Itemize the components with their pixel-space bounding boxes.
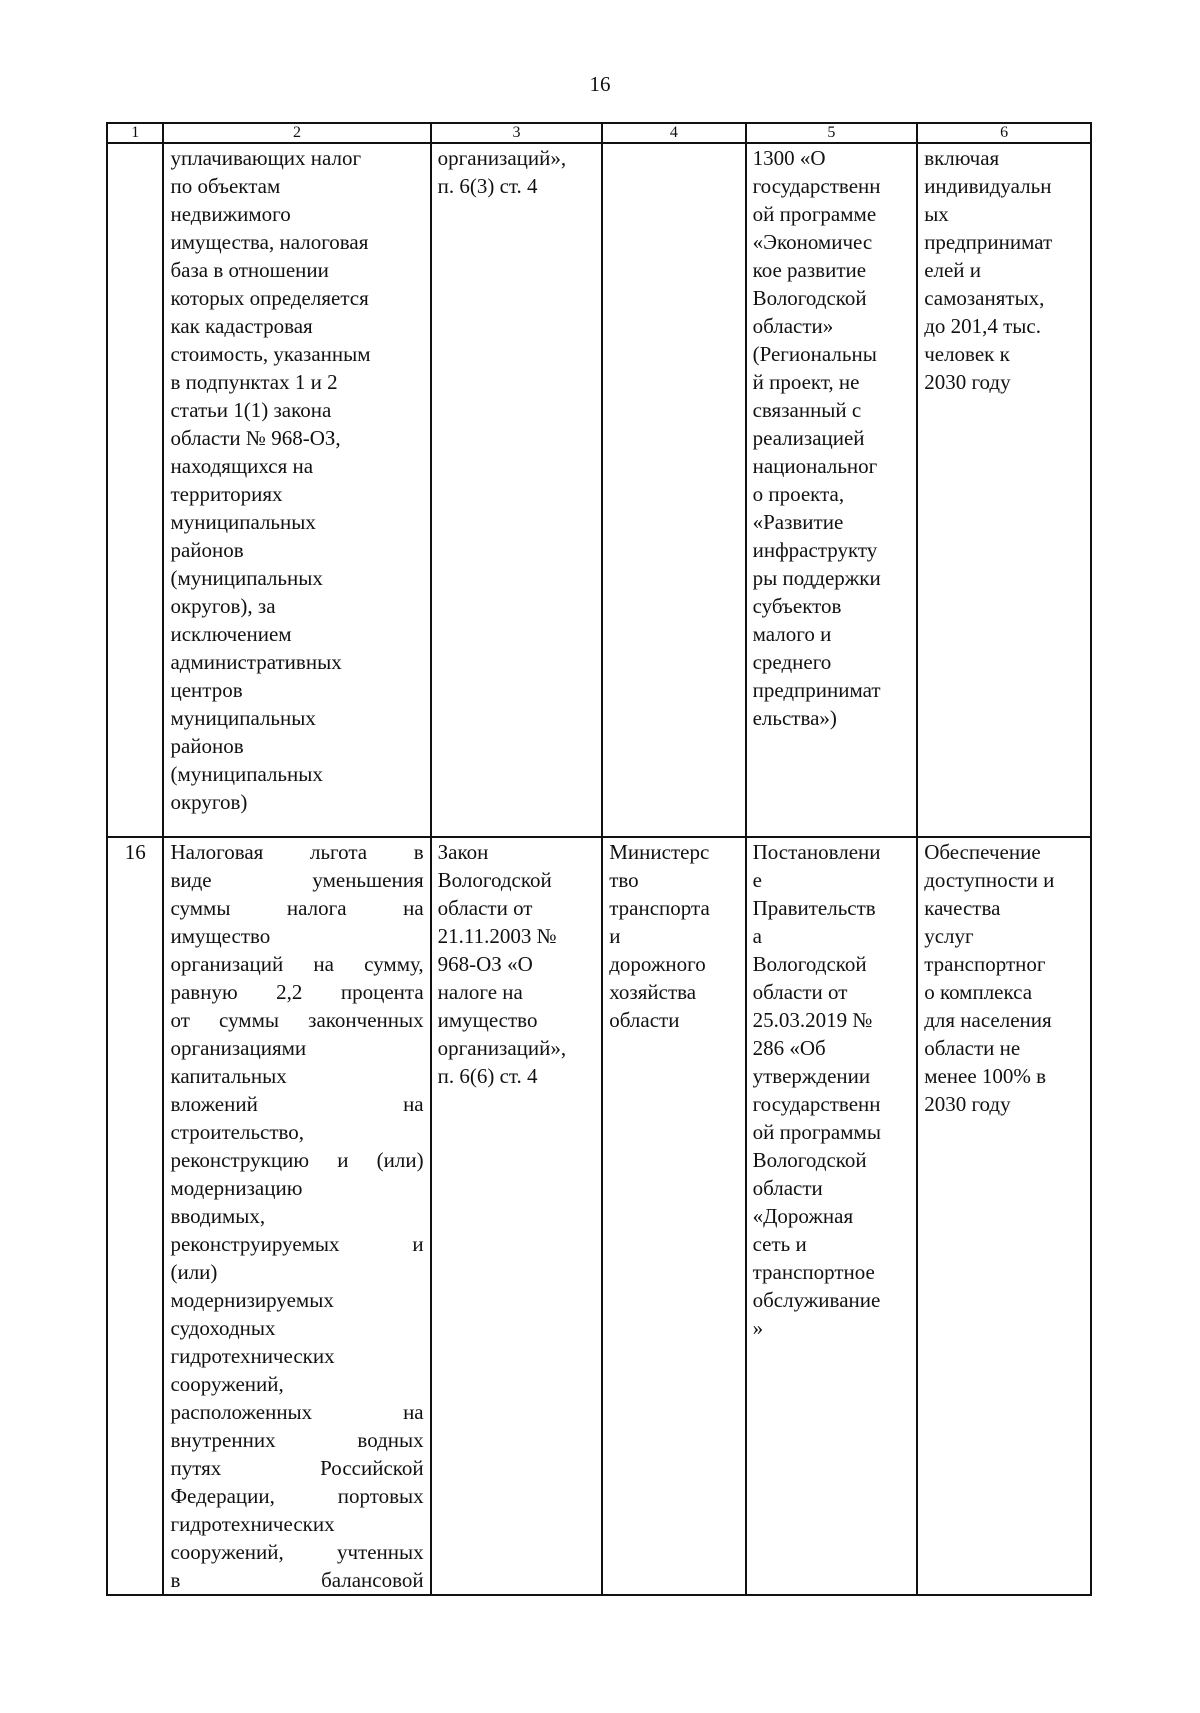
description-line: организаций на сумму, [170,952,424,976]
description-line: в балансовой [170,1568,424,1592]
benefit-description-cell [163,837,430,1595]
table-row [107,143,1091,837]
description-line: виде уменьшения [170,868,424,892]
description-line: модернизируемых [170,1288,334,1312]
responsible-authority-cell: Министерс тво транспорта и дорожного хозяйства области [602,837,745,1595]
description-line: гидротехнических [170,1344,335,1368]
table-row [107,837,1091,1595]
goal-cell: включая индивидуальн ых предпринимат елей и самозанятых, до 201,4 тыс. человек к 2030 году [917,143,1091,837]
description-line: сооружений, учтенных [170,1540,424,1564]
row-number-cell [107,143,163,837]
description-line: модернизацию [170,1176,303,1200]
description-line: реконструируемых и [170,1232,424,1256]
benefits-table [106,122,1092,1596]
description-line: от суммы законченных [170,1008,424,1032]
description-line: внутренних водных [170,1428,424,1452]
responsible-authority-cell [602,143,745,837]
description-line: Налоговая льгота в [170,840,424,864]
column-header-6: 6 [917,123,1091,143]
legal-basis-cell: организаций», п. 6(3) ст. 4 [431,143,603,837]
page-number: 16 [589,72,611,96]
description-line: строительство, [170,1120,305,1144]
column-header-4: 4 [602,123,745,143]
description-line: организациями [170,1036,307,1060]
column-number-header-row [107,123,1091,143]
description-line: (или) [170,1260,218,1284]
description-line: равную 2,2 процента [170,980,424,1004]
column-header-3: 3 [431,123,603,143]
legal-basis-cell: Закон Вологодской области от 21.11.2003 № 968-ОЗ «О налоге на имущество организаций», п. 6(6) ст. 4 [431,837,603,1595]
state-program-cell: 1300 «О государственн ой программе «Экономичес кое развитие Вологодской области» (Региональны й проект, не связанный с реализацией национальног о проекта, «Развитие инфраструкту ры поддержки субъектов малого и среднего предпринимат ельства») [746,143,918,837]
description-line: вложений на [170,1092,424,1116]
description-line: имущество [170,924,271,948]
description-line: реконструкцию и (или) [170,1148,424,1172]
state-program-cell: Постановлени е Правительств а Вологодской области от 25.03.2019 № 286 «Об утверждении государственн ой программы Вологодской области «Дорожная сеть и транспортное обслуживание » [746,837,918,1595]
description-line: сооружений, [170,1372,284,1396]
column-header-5: 5 [746,123,918,143]
description-line: вводимых, [170,1204,266,1228]
description-line: гидротехнических [170,1512,335,1536]
description-line: Федерации, портовых [170,1484,424,1508]
row-number-cell: 16 [107,837,163,1595]
goal-cell: Обеспечение доступности и качества услуг транспортног о комплекса для населения области не менее 100% в 2030 году [917,837,1091,1595]
column-header-1: 1 [107,123,163,143]
description-line: путях Российской [170,1456,424,1480]
column-header-2: 2 [163,123,430,143]
description-line: суммы налога на [170,896,424,920]
benefit-description-cell: уплачивающих налог по объектам недвижимого имущества, налоговая база в отношении которых определяется как кадастровая стоимость, указанным в подпунктах 1 и 2 статьи 1(1) закона области № 968-ОЗ, находящихся на территориях муниципальных районов (муниципальных округов), за исключением административных центров муниципальных районов (муниципальных округов) [163,143,430,837]
description-line: расположенных на [170,1400,424,1424]
description-line: капитальных [170,1064,287,1088]
description-line: судоходных [170,1316,276,1340]
